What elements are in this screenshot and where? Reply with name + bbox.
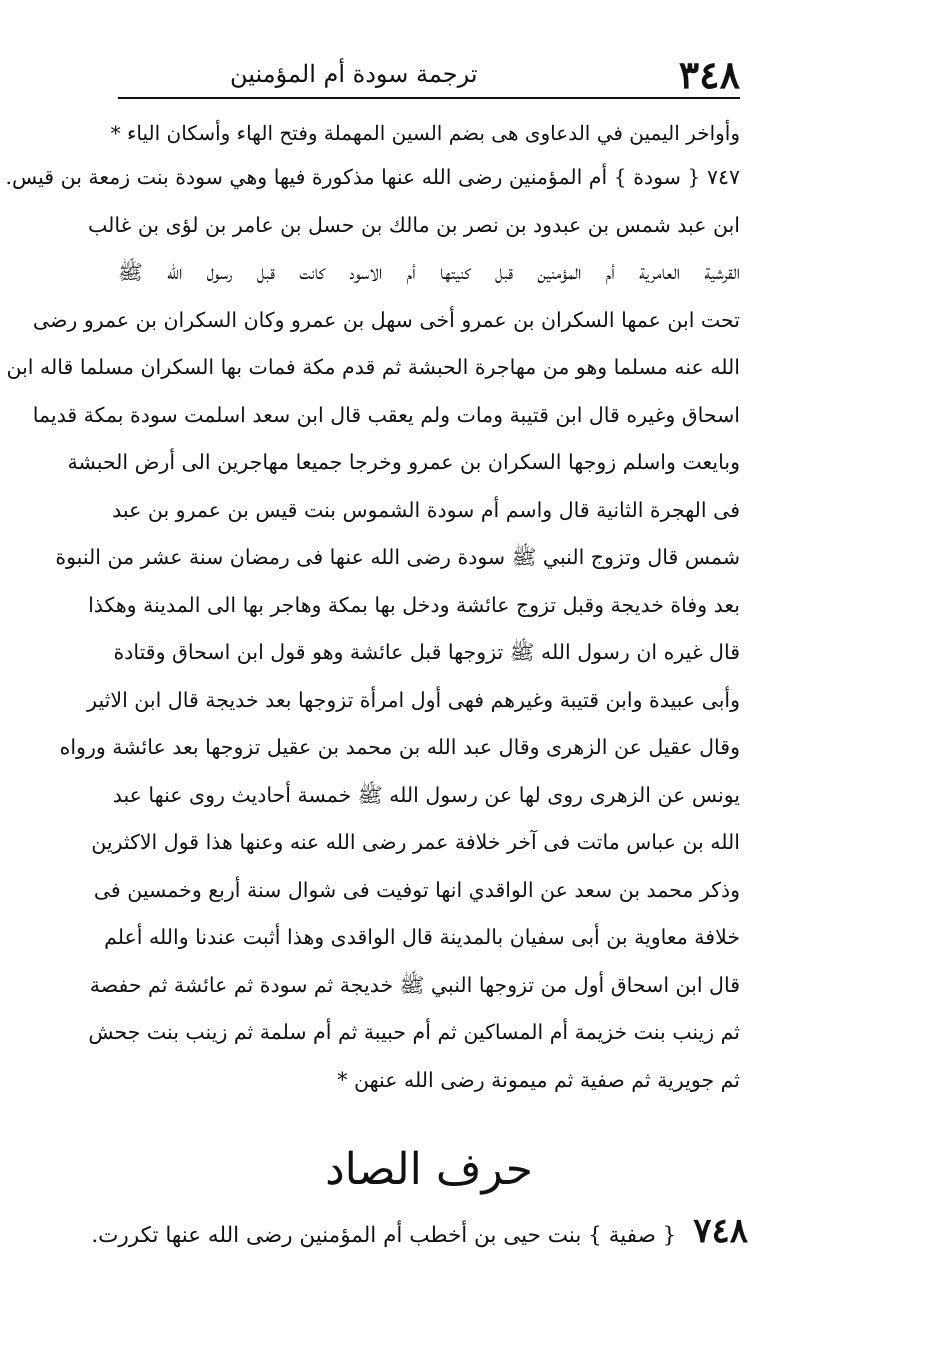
text-line: الله عنه مسلما وهو من مهاجرة الحبشة ثم قدم مكة فمات بها السكران مسلما قاله ابن <box>6 355 740 379</box>
text-line: شمس قال وتزوج النبي ﷺ سودة رضى الله عنها فى رمضان سنة عشر من النبوة <box>55 545 740 569</box>
text-line: قال ابن اسحاق أول من تزوجها النبي ﷺ خديجة ثم سودة ثم عائشة ثم حفصة <box>89 972 740 997</box>
running-title: ترجمة سودة أم المؤمنين <box>230 60 478 88</box>
text-line: القرشية العامرية أم المؤمنين قبل كنيتها أم الاسود كانت قبل رسول الله ﷺ <box>118 260 740 284</box>
text-line: بعد وفاة خديجة وقبل تزوج عائشة ودخل بها بمكة وهاجر بها الى المدينة وهكذا <box>88 592 740 617</box>
text-line: وأواخر اليمين في الدعاوى هى بضم السين المهملة وفتح الهاء وأسكان الياء * <box>110 121 740 145</box>
text-line: يونس عن الزهرى روى لها عن رسول الله ﷺ خمسة أحاديث روى عنها عبد <box>112 782 740 807</box>
text-line: وبايعت واسلم زوجها السكران بن عمرو وخرجا جميعا مهاجرين الى أرض الحبشة <box>67 450 740 474</box>
text-line: خلافة معاوية بن أبى سفيان بالمدينة قال الواقدى وهذا أثبت عندنا والله أعلم <box>104 925 740 949</box>
entry-748 <box>91 1205 748 1257</box>
text-line: قال غيره ان رسول الله ﷺ تزوجها قبل عائشة وهو قول ابن اسحاق وقتادة <box>113 640 740 664</box>
text-line: الله بن عباس ماتت فى آخر خلافة عمر رضى الله عنه وعنها هذا قول الاكثرين <box>91 830 740 854</box>
body-text <box>5 112 740 1104</box>
text-line: ٧٤٧ { سودة } أم المؤمنين رضى الله عنها مذكورة فيها وهي سودة بنت زمعة بن قيس. <box>5 165 740 189</box>
text-line: وذكر محمد بن سعد عن الواقدي انها توفيت فى شوال سنة أربع وخمسين فى <box>93 877 740 902</box>
page-number: ٣٤٨ <box>678 51 740 97</box>
page-header <box>120 52 740 96</box>
text-line: فى الهجرة الثانية قال واسم أم سودة الشموس بنت قيس بن عمرو بن عبد <box>112 497 740 522</box>
text-line: تحت ابن عمها السكران بن عمرو أخى سهل بن عمرو وكان السكران بن عمرو رضى <box>32 307 740 332</box>
text-line: اسحاق وغيره قال ابن قتيبة ومات ولم يعقب قال ابن سعد اسلمت سودة بمكة قديما <box>32 402 740 427</box>
text-line: ثم زينب بنت خزيمة أم المساكين ثم أم حبيبة ثم أم سلمة ثم زينب بنت جحش <box>88 1020 740 1044</box>
section-heading: حرف الصاد <box>325 1144 533 1195</box>
header-divider <box>118 97 740 99</box>
entry-text: { صفية } بنت حيى بن أخطب أم المؤمنين رضى الله عنها تكررت. <box>91 1223 677 1248</box>
text-line: ابن عبد شمس بن عبدود بن نصر بن مالك بن حسل بن عامر بن لؤى بن غالب <box>87 212 740 237</box>
text-line: وأبى عبيدة وابن قتيبة وغيرهم فهى أول امرأة تزوجها بعد خديجة قال ابن الاثير <box>87 687 740 712</box>
entry-number: ٧٤٨ <box>693 1211 748 1251</box>
text-line: ثم جويرية ثم صفية ثم ميمونة رضى الله عنهن * <box>337 1067 740 1092</box>
text-line: وقال عقيل عن الزهرى وقال عبد الله بن محمد بن عقيل تزوجها بعد عائشة ورواه <box>59 735 740 759</box>
